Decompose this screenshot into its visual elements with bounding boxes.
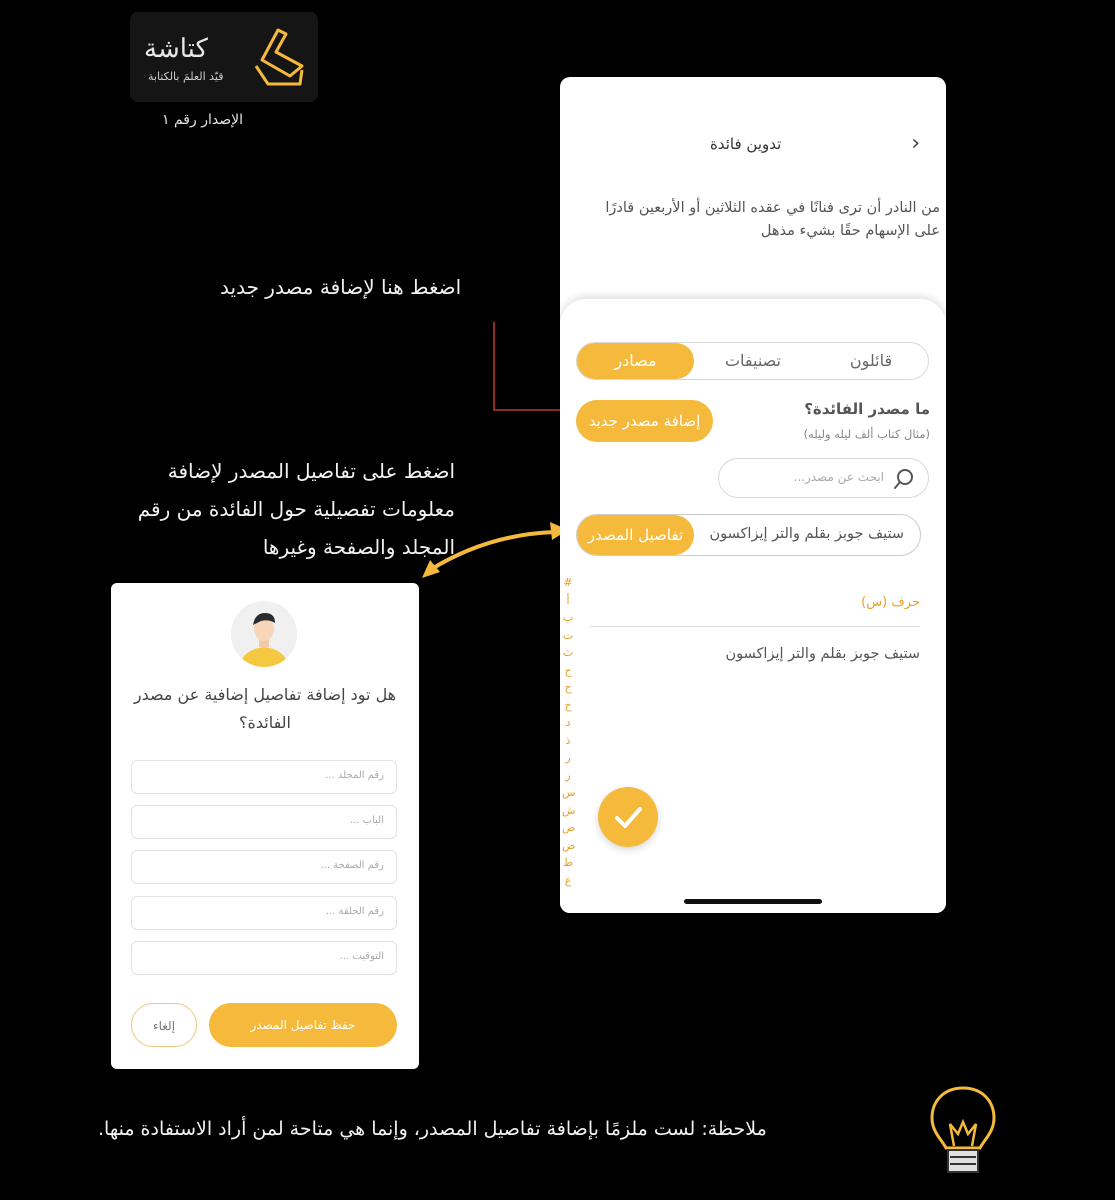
selected-source-label: ستيف جوبز بقلم والتر إيزاكسون [709,526,904,542]
alphabet-letter[interactable]: س [562,786,576,799]
selected-source-chip [576,514,921,556]
volume-field[interactable] [131,760,397,794]
tab-categories[interactable]: تصنيفات [724,351,781,370]
alphabet-letter[interactable]: د [565,716,571,729]
logo-tagline: قيّد العلمَ بالكتابة [148,70,224,83]
bottom-sheet [560,299,946,913]
add-source-button[interactable]: إضافة مصدر جديد [576,400,713,442]
alphabet-letter[interactable]: ر [565,751,571,764]
save-source-details-button[interactable]: حفظ تفاصيل المصدر [209,1003,397,1047]
timestamp-placeholder: التوقيت ... [339,951,384,962]
alphabet-letter[interactable]: ز [565,768,571,782]
footer-note: ملاحظة: لست ملزمًا بإضافة تفاصيل المصدر، وإنما هي متاحة لمن أراد الاستفادة منها. [98,1118,767,1140]
version-label: الإصدار رقم ١ [162,112,243,128]
alphabet-letter[interactable]: ض [562,838,576,852]
alphabet-letter[interactable]: ط [562,856,574,869]
chevron-right-icon[interactable]: › [911,131,920,156]
alphabet-letter[interactable]: ع [564,873,572,887]
alphabet-letter[interactable]: أ [566,593,570,607]
search-icon [892,467,916,491]
search-input[interactable] [718,458,929,498]
source-question: ما مصدر الفائدة؟ [804,400,930,418]
app-logo [130,12,318,102]
alphabet-letter[interactable]: ج [564,663,572,677]
quote-text: من النادر أن ترى فنانًا في عقده الثلاثين أو الأربعين قادرًا على الإسهام حقًا بشيء مذهل [605,200,940,240]
page-title: تدوين فائدة [710,135,782,153]
alphabet-letter[interactable]: ت [562,628,574,642]
alphabet-letter[interactable]: ح [564,681,572,694]
home-indicator [684,899,822,904]
logo-mark-icon [246,26,306,88]
alphabet-letter[interactable]: # [563,576,573,589]
alphabet-letter[interactable]: ب [562,611,574,624]
lightbulb-icon [928,1084,998,1180]
annotation-add-source: اضغط هنا لإضافة مصدر جديد [220,275,462,299]
alphabet-letter[interactable]: ش [562,803,576,817]
avatar [231,601,297,667]
alphabet-letter[interactable]: ص [562,821,576,834]
confirm-button[interactable] [598,787,658,847]
source-details-button[interactable]: تفاصيل المصدر [577,515,694,555]
search-placeholder: ابحث عن مصدر... [793,470,884,484]
cancel-button[interactable]: إلغاء [131,1003,197,1047]
tab-sources[interactable]: مصادر [577,343,694,379]
tab-speakers[interactable]: قائلون [849,351,893,370]
tab-bar [576,342,929,380]
annotation-source-details: اضغط على تفاصيل المصدر لإضافة معلومات تفصيلية حول الفائدة من رقم المجلد والصفحة وغيرها [137,459,455,559]
check-icon [598,787,658,847]
logo-name: كتاشة [144,34,208,64]
episode-number-placeholder: رقم الحلقة ... [325,906,384,917]
timestamp-field[interactable] [131,941,397,975]
chapter-field[interactable] [131,805,397,839]
source-details-dialog [111,583,419,1069]
divider [590,626,920,627]
page-number-placeholder: رقم الصفحة ... [320,860,384,871]
user-avatar-icon [231,601,297,667]
dialog-question: هل تود إضافة تفاصيل إضافية عن مصدر الفائدة؟ [133,685,397,732]
source-question-hint: (مثال كتاب ألف ليله وليله) [803,427,930,441]
alphabet-index[interactable] [562,574,574,889]
page-number-field[interactable] [131,850,397,884]
alphabet-letter[interactable]: ذ [565,733,571,747]
yellow-double-arrow [418,512,574,584]
alphabet-letter[interactable]: ث [562,646,574,659]
phone-screen [560,77,946,913]
letter-section-header: حرف (س) [861,595,920,610]
alphabet-letter[interactable]: خ [564,698,572,712]
chapter-placeholder: الباب ... [349,815,384,826]
episode-number-field[interactable] [131,896,397,930]
volume-placeholder: رقم المجلد ... [325,770,384,781]
list-item[interactable]: ستيف جوبز بقلم والتر إيزاكسون [725,646,920,662]
